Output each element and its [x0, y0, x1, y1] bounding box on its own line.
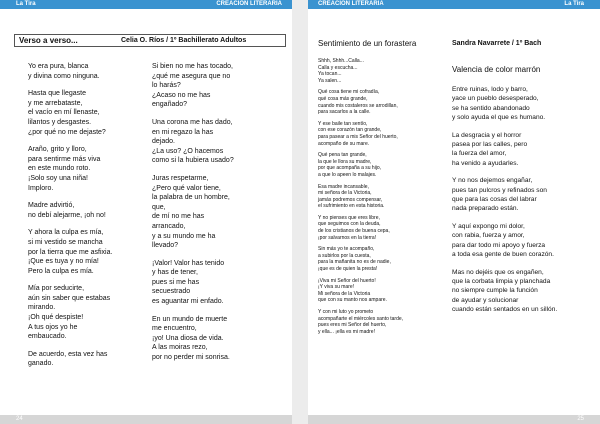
verse-line: Araño, grito y lloro,	[28, 146, 87, 154]
verse-line: lo harás?	[152, 82, 181, 90]
verse-line: acompaño de su mare.	[318, 140, 370, 147]
verse-line: Mía por seducirte,	[28, 285, 85, 293]
verse-line: Qué pena tan grande,	[318, 152, 367, 159]
stanza	[28, 89, 148, 137]
stanza	[152, 174, 288, 251]
verse-line: Yo era pura, blanca	[28, 63, 89, 70]
verse-line: ¿La uso? ¿O hacemos	[152, 147, 224, 155]
verse-line: Y ese baile tan sentío,	[318, 120, 368, 127]
verse-line: yace un pueblo desesperado,	[452, 95, 539, 103]
verse-line: A tus ojos yo he	[28, 323, 78, 331]
verse-line: para la mañanita no es de nadie,	[318, 259, 391, 266]
verse-line: ¿Acaso no me has	[152, 91, 211, 99]
verse-line: Esa madre incansable,	[318, 183, 369, 190]
verse-line: Y no pienses que eres libre,	[318, 214, 380, 221]
stanza	[318, 246, 458, 272]
right-page	[308, 0, 600, 424]
verse-line: ¿qué me asegura que no	[152, 72, 231, 80]
verse-line: lilantos y desgastes.	[28, 118, 92, 126]
verse-line: ha venido a ayudarles.	[452, 159, 519, 167]
verse-line: Madre advirtió,	[28, 202, 75, 210]
verse-line: en mi regazo la has	[152, 128, 214, 136]
verse-line: De acuerdo, esta vez has	[28, 350, 108, 358]
footer-bar	[308, 415, 600, 424]
verse-line: el vacío en mí llenaste,	[28, 109, 100, 117]
footer-bar	[0, 415, 292, 424]
stanza	[318, 121, 458, 147]
stanza	[318, 89, 458, 115]
stanza	[28, 228, 148, 276]
poem-title: Sentimiento de un forastera	[318, 39, 417, 48]
magazine-name: La Tira	[564, 1, 584, 7]
verse-line: para dar todo mi apoyo y fuerza	[452, 241, 546, 249]
verse-line: acompañarte el miércoles santo tarde,	[318, 315, 404, 322]
poem-column-2	[452, 85, 598, 315]
stanza	[152, 62, 288, 110]
verse-line: ¿Pero qué valor tiene,	[152, 184, 221, 192]
verse-line: Shhh, Shhh...Calla...	[318, 58, 364, 64]
stanza	[318, 215, 458, 241]
verse-line: para pasear a mis Señor del huerto,	[318, 133, 398, 140]
verse-line: ¡Solo soy una niña!	[28, 174, 88, 182]
verse-line: la que le llora su madre,	[318, 158, 372, 165]
verse-line: a toda esa gente de buen corazón.	[452, 251, 554, 259]
verse-line: La desgracia y el horror	[452, 131, 522, 139]
left-page	[0, 0, 292, 424]
verse-line: aún sin saber que estabas	[28, 294, 111, 302]
verse-line: pasea por las calles, pero	[452, 141, 528, 149]
verse-line: ¡que es de quien la presta!	[318, 266, 378, 273]
verse-line: que,	[152, 203, 166, 211]
stanza	[28, 62, 148, 81]
verse-line: engañado?	[152, 101, 188, 109]
verse-line: Y con mi luto yo prometo	[318, 309, 374, 315]
verse-line: de mí no me has	[152, 213, 205, 221]
verse-line: jamás podremos compensar,	[318, 196, 383, 203]
verse-line: y divina como ninguna.	[28, 72, 100, 80]
verse-line: la fuerza del amor,	[452, 150, 507, 158]
verse-line: Juras respetarme,	[152, 174, 209, 182]
verse-line: Sin más yo te acompaño,	[318, 246, 375, 253]
verse-line: ¡Viva mi Señor del huerto!	[318, 277, 376, 284]
verse-line: cuando están sentados en un sillón.	[452, 306, 558, 314]
verse-line: pues si me has	[152, 278, 200, 286]
verse-line: Hasta que llegaste	[28, 90, 86, 98]
verse-line: Ya tocan...	[318, 71, 342, 78]
verse-line: Una corona me has dado,	[152, 118, 233, 126]
verse-line: Qué cosa tiene mi cofradía,	[318, 89, 380, 96]
verse-line: que con su manto nos ampare.	[318, 297, 387, 304]
verse-line: es aguantar mi enfado.	[152, 298, 224, 306]
stanza	[318, 152, 458, 178]
verse-line: mirando.	[28, 304, 56, 312]
verse-line: ¡Valor! Valor has tenido	[152, 259, 225, 267]
stanza	[152, 259, 288, 307]
verse-line: como si la hubiera usado?	[152, 157, 234, 165]
verse-line: ganado.	[28, 360, 54, 368]
verse-line: pues tan pulcros y refinados son	[452, 186, 547, 194]
stanza	[318, 184, 458, 210]
verse-line: Mi señora de la Victoria	[318, 290, 371, 297]
verse-line: me encuentro,	[152, 325, 197, 333]
verse-line: de los cristianos de buena cepa,	[318, 228, 390, 235]
stanza	[452, 222, 598, 260]
verse-line: Si bien no me has tocado,	[152, 63, 233, 70]
page-gutter	[292, 0, 308, 424]
verse-line: Calla y escucha...	[318, 64, 358, 71]
verse-line: Ya salen...	[318, 77, 342, 84]
verse-line: con rabia, fuerza y amor,	[452, 232, 525, 240]
verse-line: mi señora de la Victoria,	[318, 190, 372, 197]
verse-line: por la tierra que me asfixia.	[28, 248, 113, 256]
verse-line: el sufrimiento en esta historia.	[318, 203, 385, 210]
stanza	[452, 131, 598, 169]
stanza	[318, 309, 458, 335]
verse-line: Y no nos dejemos engañar,	[452, 177, 533, 185]
verse-line: que para las cosas del labrar	[452, 196, 537, 204]
section-name: CREACIÓN LITERARIA	[318, 1, 384, 7]
stanza	[28, 145, 148, 193]
verse-line: dejado.	[152, 138, 175, 146]
poem-author: Celia O. Ríos / 1º Bachillerato Adultos	[121, 37, 247, 44]
stanza	[152, 118, 288, 166]
verse-line: y ella... ¡ella es mi madre!	[318, 328, 375, 335]
verse-line: ¡Oh qué despiste!	[28, 314, 84, 322]
stanza	[28, 284, 148, 342]
verse-line: a que lo apeen lo malajes.	[318, 171, 377, 178]
verse-line: ¡por salvarnos en la tierra!	[318, 234, 377, 241]
verse-line: en este mundo roto.	[28, 165, 91, 173]
poem-column-1	[28, 62, 148, 377]
poem-author: Sandra Navarrete / 1º Bach	[452, 40, 542, 47]
section-name: CREACIÓN LITERARIA	[216, 1, 282, 7]
verse-line: y me arrebataste,	[28, 99, 83, 107]
verse-line: llevado?	[152, 242, 179, 250]
stanza	[152, 315, 288, 363]
verse-line: de ayudar y solucionar	[452, 296, 519, 304]
poem-title: Verso a verso...	[19, 36, 78, 45]
second-poem-title: Valencia de color marrón	[452, 65, 541, 74]
verse-line: para sacarlos a la calle.	[318, 109, 371, 116]
verse-line: qué cosa más grande,	[318, 95, 368, 102]
verse-line: no siempre cumple la función	[452, 287, 538, 295]
page-number: 24	[16, 416, 23, 422]
verse-line: que seguimos con la deuda,	[318, 221, 381, 228]
verse-line: ¡yo! Una diosa de vida.	[152, 334, 224, 342]
poem-heading-box	[14, 34, 286, 47]
verse-line: arrancado,	[152, 222, 186, 230]
verse-line: y has de tener,	[152, 269, 198, 277]
verse-line: Y ahora la culpa es mía,	[28, 229, 104, 237]
verse-line: ¡Y viva su mare!	[318, 284, 355, 291]
verse-line: En un mundo de muerte	[152, 315, 228, 323]
header-bar	[308, 0, 600, 9]
stanza	[452, 268, 598, 315]
verse-line: la palabra de un hombre,	[152, 194, 230, 202]
verse-line: y solo ayuda el que es humano.	[452, 114, 546, 122]
magazine-name: La Tira	[16, 1, 36, 7]
verse-line: se ha sentido abandonado	[452, 104, 530, 112]
stanza	[28, 201, 148, 220]
verse-line: ¿por qué no me dejaste?	[28, 128, 106, 136]
stanza	[318, 278, 458, 304]
verse-line: si mi vestido se mancha	[28, 238, 103, 246]
poem-column-2	[152, 62, 288, 371]
poem-column-2-wrapper	[452, 64, 598, 323]
stanza	[452, 85, 598, 123]
verse-line: no debí alejarme, ¡oh no!	[28, 211, 106, 219]
stanza	[452, 176, 598, 214]
verse-line: secuestrado	[152, 288, 191, 296]
header-bar	[0, 0, 292, 9]
verse-line: nada preparado están.	[452, 205, 519, 213]
verse-line: y a su mundo me ha	[152, 232, 216, 240]
verse-line: Imploro.	[28, 184, 54, 192]
verse-line: por no perder mi sonrisa.	[152, 354, 230, 362]
verse-line: Entre ruinas, lodo y barro,	[452, 86, 528, 93]
page-number: 25	[577, 416, 584, 422]
verse-line: a subirlos por la cuesta,	[318, 252, 371, 259]
verse-line: pues eres mi Señor del huerto,	[318, 322, 387, 329]
poem-column-1	[318, 58, 458, 340]
verse-line: con ese corazón tan grande,	[318, 127, 382, 134]
verse-line: cuando mis costaleros se arrodillan,	[318, 102, 398, 109]
verse-line: por que acompaña a su hijo,	[318, 165, 382, 172]
verse-line: Pero la culpa es mía.	[28, 267, 94, 275]
stanza	[318, 58, 458, 84]
verse-line: para sentirme más viva	[28, 155, 101, 163]
verse-line: Y aquí expongo mi dolor,	[452, 222, 525, 230]
verse-line: Mas no dejéis que os engañen,	[452, 268, 544, 276]
verse-line: ¡Que es tuya y no mía!	[28, 258, 99, 266]
verse-line: embaucado.	[28, 333, 67, 341]
verse-line: A las moiras rezo,	[152, 344, 208, 352]
verse-line: que la corbata limpia y planchada	[452, 277, 551, 285]
stanza	[28, 350, 148, 369]
